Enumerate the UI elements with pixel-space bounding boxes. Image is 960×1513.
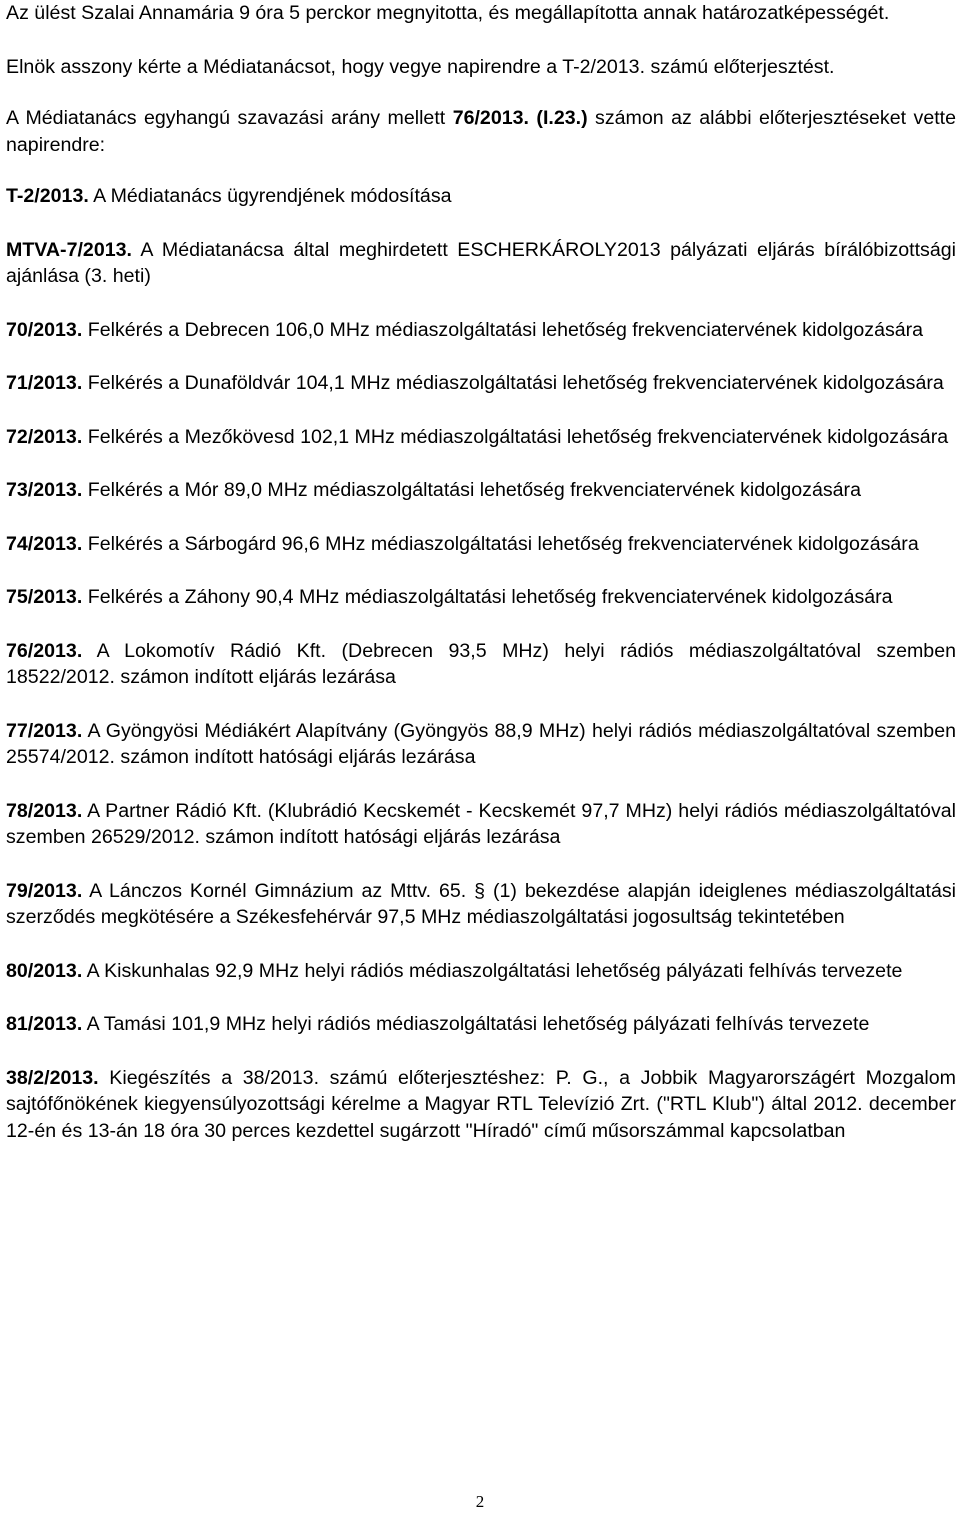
agenda-item-text: Felkérés a Záhony 90,4 MHz médiaszolgáltatási lehetőség frekvenciatervének kidolgozására	[82, 586, 893, 608]
agenda-item	[6, 477, 956, 504]
agenda-item-number: 72/2013.	[6, 425, 83, 448]
agenda-item	[6, 424, 956, 451]
opening-paragraph	[6, 0, 956, 27]
opening-text: Az ülést Szalai Annamária 9 óra 5 perckor megnyitotta, és megállapította annak határozatképességét.	[6, 2, 890, 24]
request-paragraph	[6, 54, 956, 81]
agenda-item	[6, 584, 956, 611]
document-page	[6, 0, 956, 1144]
agenda-item	[6, 1011, 956, 1038]
agenda-item-text: A Partner Rádió Kft. (Klubrádió Kecskemét - Kecskemét 97,7 MHz) helyi rádiós médiaszolgáltatóval szemben 26529/2012. számon indított hatósági eljárás lezárása	[6, 799, 956, 848]
agenda-item-text: A Tamási 101,9 MHz helyi rádiós médiaszolgáltatási lehetőség pályázati felhívás tervezete	[82, 1013, 870, 1035]
agenda-item-text: Felkérés a Debrecen 106,0 MHz médiaszolgáltatási lehetőség frekvenciatervének kidolgozására	[82, 318, 924, 341]
agenda-item-number: 79/2013.	[6, 879, 83, 902]
agenda-item-number: 77/2013.	[6, 719, 83, 742]
agenda-item	[6, 237, 956, 290]
agenda-item	[6, 718, 956, 771]
vote-paragraph	[6, 105, 956, 158]
agenda-item-text: A Lokomotív Rádió Kft. (Debrecen 93,5 MHz) helyi rádiós médiaszolgáltatóval szemben 18522/2012. számon indított eljárás lezárása	[6, 639, 956, 688]
agenda-item	[6, 798, 956, 851]
request-text: Elnök asszony kérte a Médiatanácsot, hogy vegye napirendre a T-2/2013. számú előterjesztést.	[6, 55, 835, 78]
agenda-item-number: 70/2013.	[6, 318, 83, 341]
agenda-item-text: A Gyöngyösi Médiákért Alapítvány (Gyöngyös 88,9 MHz) helyi rádiós médiaszolgáltatóval szemben 25574/2012. számon indított hatósági eljárás lezárása	[6, 719, 956, 768]
agenda-item-number: 81/2013.	[6, 1013, 83, 1035]
agenda-item-text: Felkérés a Sárbogárd 96,6 MHz médiaszolgáltatási lehetőség frekvenciatervének kidolgozására	[82, 532, 919, 555]
agenda-item-number: 71/2013.	[6, 372, 83, 394]
agenda-item-text: Felkérés a Dunaföldvár 104,1 MHz médiaszolgáltatási lehetőség frekvenciatervének kidolgozására	[82, 372, 944, 394]
agenda-item-text: A Médiatanácsa által meghirdetett ESCHERKÁROLY2013 pályázati eljárás bírálóbizottsági ajánlása (3. heti)	[6, 238, 956, 287]
agenda-item	[6, 317, 956, 344]
agenda-item	[6, 638, 956, 691]
agenda-item	[6, 370, 956, 397]
agenda-item	[6, 878, 956, 931]
agenda-item-number: 74/2013.	[6, 532, 83, 555]
agenda-item-number: 38/2/2013.	[6, 1066, 99, 1089]
agenda-item-text: A Kiskunhalas 92,9 MHz helyi rádiós médiaszolgáltatási lehetőség pályázati felhívás tervezete	[82, 959, 903, 982]
agenda-item-number: 78/2013.	[6, 799, 83, 822]
page-number: 2	[475, 1492, 485, 1511]
agenda-item-number: T-2/2013.	[6, 185, 89, 207]
agenda-item-text: Kiegészítés a 38/2013. számú előterjesztéshez: P. G., a Jobbik Magyarországért Mozgalom sajtófőnökének kiegyensúlyozottsági kérelme a Magyar RTL Televízió Zrt. ("RTL Klub") által 2012. december 12-én és 13-án 18 óra 30 perces kezdettel sugárzott "Híradó" című műsorszámmal kapcsolatban	[6, 1066, 956, 1142]
agenda-item-number: MTVA-7/2013.	[6, 238, 132, 261]
agenda-item-number: 76/2013.	[6, 639, 83, 662]
agenda-item-text: Felkérés a Mór 89,0 MHz médiaszolgáltatási lehetőség frekvenciatervének kidolgozására	[82, 479, 861, 501]
vote-prefix: A Médiatanács egyhangú szavazási arány mellett	[6, 107, 453, 129]
agenda-item	[6, 1065, 956, 1145]
vote-suffix: számon az alábbi előterjesztéseket vette napirendre:	[6, 107, 957, 156]
agenda-item-number: 80/2013.	[6, 959, 83, 982]
agenda-item	[6, 531, 956, 558]
vote-resolution-number: 76/2013. (I.23.)	[452, 107, 588, 129]
agenda-item	[6, 958, 956, 985]
agenda-item-number: 75/2013.	[6, 586, 83, 608]
agenda-item-text: Felkérés a Mezőkövesd 102,1 MHz médiaszolgáltatási lehetőség frekvenciatervének kidolgozására	[82, 425, 949, 448]
agenda-item-number: 73/2013.	[6, 479, 83, 501]
agenda-item-text: A Lánczos Kornél Gimnázium az Mttv. 65. § (1) bekezdése alapján ideiglenes médiaszolgáltatási szerződés megkötésére a Székesfehérvár 97,5 MHz médiaszolgáltatási jogosultság tekintetében	[6, 879, 956, 928]
agenda-item	[6, 183, 956, 210]
agenda-item-text: A Médiatanács ügyrendjének módosítása	[88, 185, 452, 207]
